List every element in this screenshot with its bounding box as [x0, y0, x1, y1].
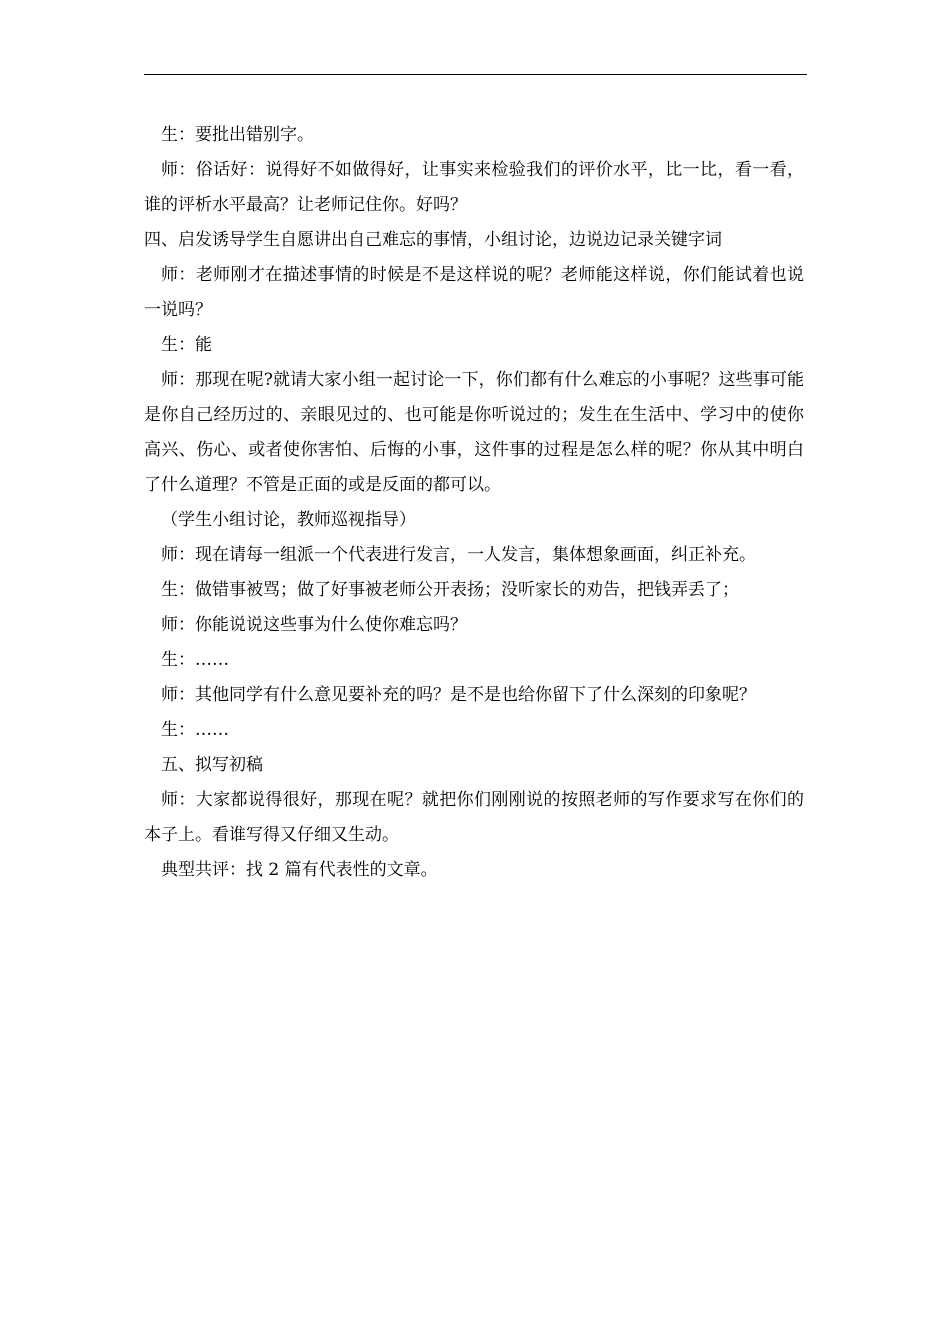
paragraph-teacher-proverb: 师：俗话好：说得好不如做得好，让事实来检验我们的评价水平，比一比，看一看，谁的评析水平最高？让老师记住你。好吗？: [144, 160, 804, 215]
paragraph-student-ellipsis-2: 生：……: [161, 720, 229, 740]
paragraph-stage-note: （学生小组讨论，教师巡视指导）: [161, 510, 416, 530]
paragraph-student-ellipsis-1: 生：……: [161, 650, 229, 670]
paragraph-teacher-representative: 师：现在请每一组派一个代表进行发言，一人发言，集体想象画面，纠正补充。: [161, 545, 756, 565]
paragraph-teacher-why-memorable: 师：你能说说这些事为什么使你难忘吗？: [161, 615, 467, 635]
paragraph-typical-review: 典型共评：找 2 篇有代表性的文章。: [161, 860, 438, 880]
paragraph-teacher-group-discussion: 师：那现在呢?就请大家小组一起讨论一下，你们都有什么难忘的小事呢？这些事可能是你自己经历过的、亲眼见过的、也可能是你听说过的；发生在生活中、学习中的使你高兴、伤心、或者使你害怕、后悔的小事，这件事的过程是怎么样的呢？你从其中明白了什么道理？不管是正面的或是反面的都可以。: [144, 370, 804, 495]
section-heading-five: 五、拟写初稿: [161, 755, 263, 775]
paragraph-teacher-supplement: 师：其他同学有什么意见要补充的吗？是不是也给你留下了什么深刻的印象呢？: [161, 685, 756, 705]
body-text: [144, 118, 804, 888]
header-rule: [144, 74, 807, 75]
paragraph-teacher-write-draft: 师：大家都说得很好，那现在呢？就把你们刚刚说的按照老师的写作要求写在你们的本子上。看谁写得又仔细又生动。: [144, 790, 804, 845]
paragraph-student-yes: 生：能: [161, 335, 212, 355]
paragraph-student-correct-typos: 生：要批出错别字。: [161, 125, 314, 145]
paragraph-teacher-describe: 师：老师刚才在描述事情的时候是不是这样说的呢？老师能这样说，你们能试着也说一说吗？: [144, 265, 804, 320]
section-heading-four: 四、启发诱导学生自愿讲出自己难忘的事情，小组讨论，边说边记录关键字词: [144, 230, 722, 250]
paragraph-student-examples: 生：做错事被骂；做了好事被老师公开表扬；没听家长的劝告，把钱弄丢了；: [161, 580, 739, 600]
